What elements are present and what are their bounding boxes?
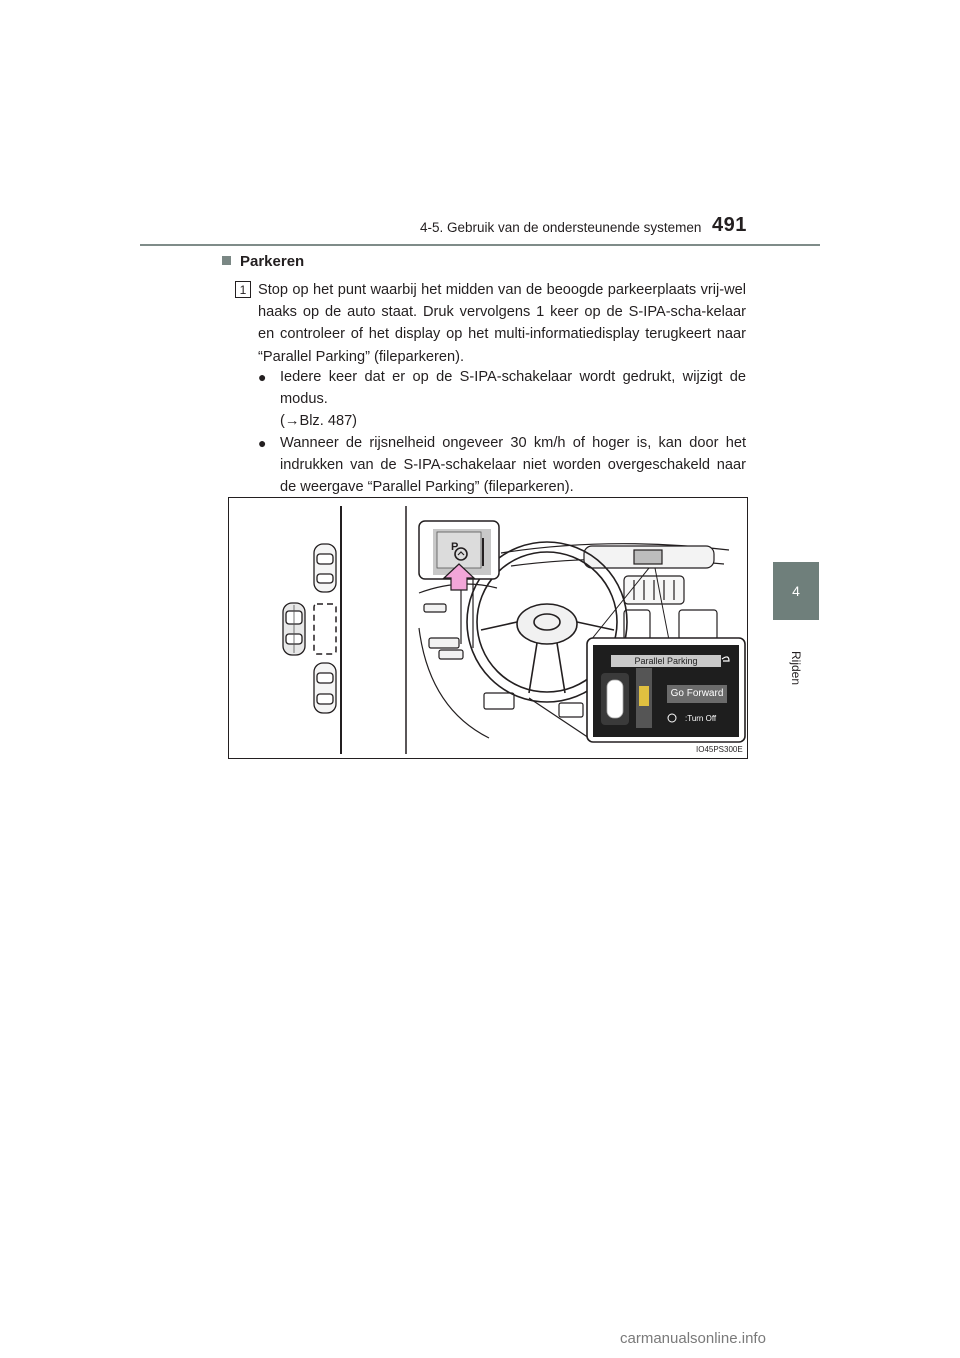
step-paragraph: Stop op het punt waarbij het midden van de beoogde parkeerplaats vrij-wel haaks op de auto staat. Druk vervolgens 1 keer op de S-IPA-scha-kelaar en controleer of het display op het multi-informatiedisplay terugkeert naar “Parallel Parking” (fileparkeren). [258,282,746,365]
bullet-text: Iedere keer dat er op de S-IPA-schakelaar wordt gedrukt, wijzigt de modus. (→Blz. 487) [280,369,746,430]
turn-off-hint: :Turn Off [685,714,717,723]
parked-car-front [314,544,336,592]
bullet-text: Wanneer de rijsnelheid ongeveer 30 km/h of hoger is, kan door het indrukken van de S-IPA-schakelaar niet worden overgeschakeld naar de weergave “Parallel Parking” (fileparkeren). [280,435,746,496]
step-marker: 1 [235,281,251,298]
header-rule [140,244,820,246]
page-number: 491 [712,214,747,236]
page-reference: (→Blz. 487) [280,413,358,430]
chapter-tab[interactable]: 4 [773,562,819,620]
go-forward-label: Go Forward [667,685,727,703]
switch-letter: P [451,541,459,553]
section-heading [222,253,304,270]
own-car [283,603,305,655]
image-code: IO45PS300E [696,745,743,754]
chapter-label: Rijden [789,650,803,686]
section-heading-text: Parkeren [240,253,305,270]
stalk-controls [424,604,463,659]
square-bullet-icon [222,256,231,265]
illustration-drawing [229,498,749,760]
watermark: carmanualsonline.info [620,1330,766,1347]
illustration [228,497,748,759]
parked-car-rear [314,663,336,713]
bullet-item [258,432,746,499]
target-space [314,604,336,654]
header-title: 4-5. Gebruik van de ondersteunende systemen [420,220,702,235]
bullet-dot-icon: ● [258,369,267,385]
bullet-item [258,366,746,433]
screen-title: Parallel Parking [611,655,721,667]
bullet-dot-icon: ● [258,435,267,451]
